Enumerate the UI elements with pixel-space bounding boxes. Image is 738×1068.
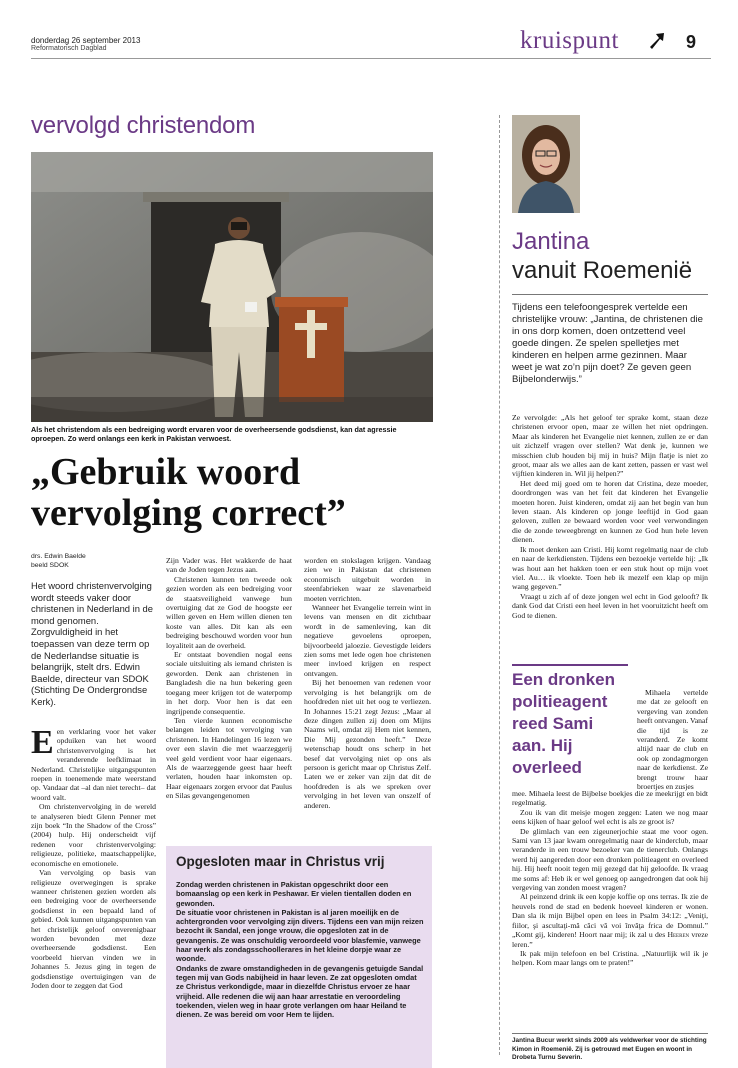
photo-caption: Als het christendom als een bedreiging wordt ervaren voor de overheersende godsdienst, kan dat agressie oproepen. Zo werd onlangs een kerk in Pakistan verwoest. bbox=[31, 425, 397, 444]
box-paragraph: Ondanks de zware omstandigheden in de gevangenis getuigde Sandal tegen mij van Gods nabijheid in haar leven. Ze zat opgesloten omdat ze Christus verkondigde, maar in diezelfde Christus ervoer ze haar vrijheid. Alle redenen die wij aan haar arrestatie en veroordeling toekenden, vielen weg in haar grote verlangen om haar Heiland te dienen. Ze was bereid om voor Hem te lijden. bbox=[176, 963, 424, 1020]
article-paragraph: Om christenvervolging in de wereld te analyseren biedt Glenn Penner met zijn boek “In the Shadow of the Cross” (2004) hulp. Hij onderscheidt vijf redenen voor christenvervolging: religieuze, politieke, maatschappelijke, economische en emotionele. bbox=[31, 802, 156, 868]
column-paragraph: Mihaela vertelde me dat ze gelooft en vergeving van zonden heeft ontvangen. Vanaf die tijd is ze veranderd. Ze komt altijd naar de club en ook op zondagmorgen naar de kerkdienst. Ze brengt trouw haar broertjes en zusjes bbox=[637, 688, 708, 792]
box-body bbox=[176, 880, 424, 1019]
column-body-2 bbox=[512, 789, 708, 968]
sidebar-box bbox=[166, 846, 432, 1068]
article-paragraph: Christenen kunnen ten tweede ook gezien worden als een bedreiging voor de staatsveiligheid vanwege hun overtuiging dat ze God de hoogste eer willen geven en Hem willen dienen ten koste van alles. Dit kan als een bedreiging beschouwd worden voor hun loyaliteit aan de overheid. bbox=[166, 574, 292, 650]
article-headline bbox=[31, 452, 433, 534]
column-rule bbox=[512, 294, 708, 295]
box-paragraph: De situatie voor christenen in Pakistan is al jaren moeilijk en de achtergronden voor vervolging zijn divers. Tijdens een van mijn reizen bezocht ik Sandal, een jonge vrouw, die opgesloten zat in de gevangenis. Ze was onschuldig veroordeeld voor blasfemie, vanwege haar werk als zondagsschoollerares in het kleine dorpje waar ze woonde. bbox=[176, 907, 424, 964]
article-column-1 bbox=[31, 724, 156, 990]
article-intro: Het woord christenvervolging wordt steeds vaker door christenen in Nederland in de mond genomen. Zorgvuldigheid in het toepassen van deze term op de Nederlandse situatie is belangrijk, stelt drs. Edwin Baelde, directeur van SDOK (Stichting De Ondergrondse Kerk). bbox=[31, 580, 153, 707]
arrow-logo-icon bbox=[647, 30, 667, 50]
newspaper-name: Reformatorisch Dagblad bbox=[31, 45, 107, 52]
bio-rule bbox=[512, 1033, 708, 1034]
headline-line-1: „Gebruik woord bbox=[31, 451, 301, 493]
column-location: vanuit Roemenië bbox=[512, 257, 693, 284]
column-intro: Tijdens een telefoongesprek vertelde een christelijke vrouw: „Jantina, de christenen die in ons dorp komen, doen ontzettend veel goede dingen. Ze spelen spelletjes met kinderen en helpen arme gezinnen. Maar weet je wat zo’n pijn doet? Ze geven geen Bijbelonderwijs.” bbox=[512, 302, 703, 385]
column-author-name: Jantina bbox=[512, 228, 590, 255]
article-paragraph: Zijn Vader was. Het wakkerde de haat van de Joden tegen Jezus aan. bbox=[166, 556, 292, 575]
column-paragraph: Al peinzend drink ik een kopje koffie op ons terras. Ik zie de heuvels rond de stad en bedenk hoeveel kinderen er wonen. Dan sla ik mijn Bijbel open en lees in Psalm 34:12: „Veniţi, fiilor, şi ascultaţi-mă căci vă voi învăţa frica de Domnul.” „Komt gij, kinderen! Hoort naar mij; ik zal u des Heeren vreze leren.” bbox=[512, 892, 709, 949]
author-bio: Jantina Bucur werkt sinds 2009 als veldwerker voor de stichting Kimon in Roemenië. Zij is getrouwd met Eugen en woont in Drobeta Turnu Severin. bbox=[512, 1037, 707, 1062]
column-side-text bbox=[637, 688, 708, 791]
section-title: kruispunt bbox=[520, 27, 619, 54]
box-title: Opgesloten maar in Christus vrij bbox=[176, 854, 385, 869]
column-paragraph: Ze vervolgde: „Als het geloof ter sprake komt, staan deze christenen ervoor open, maar ze willen het niet opdringen. Maar als kinderen het Evangelie niet kennen, zullen ze er dan uit zichzelf vragen over stellen? Wat denk je, kunnen we misschien club houden bij mij in huis? Mijn flatje is niet zo groot, maar als we alles aan de kant zetten, passen er vast wel vijftien kinderen in. Wil jij helpen?” bbox=[512, 413, 708, 479]
column-paragraph: Ik moet denken aan Cristi. Hij komt regelmatig naar de club en naar de kerkdiensten. Tijdens een bezoekje vertelde hij: „Ik was hout aan het hakken toen er een stuk hout op mijn voet viel. Au… ik vloekte. Toen heb ik mezelf een klap op mijn wang gegeven.” bbox=[512, 544, 708, 592]
article-column-3 bbox=[304, 556, 431, 810]
article-paragraph: Van vervolging op basis van religieuze overwegingen is sprake wanneer christenen gezien worden als een bedreiging voor de overheersende godsdienst in een bepaald land of gebied. Ook kunnen uitgangspunten van het christelijk geloof onverenigbaar worden bevonden met deze overheersende godsdienst. Een voorbeeld hiervan vinden we in Johannes 5. Jezus ging in tegen de godsdienstige overtuigingen van de Joden door te zeggen dat God bbox=[31, 868, 156, 990]
column-paragraph: mee. Mihaela leest de Bijbelse boekjes die ze meekrijgt en bidt regelmatig. bbox=[512, 789, 708, 808]
article-photo bbox=[31, 152, 433, 422]
author-portrait bbox=[512, 115, 580, 213]
byline-author: drs. Edwin Baelde bbox=[31, 553, 86, 560]
column-body-1 bbox=[512, 413, 708, 620]
byline bbox=[31, 552, 86, 570]
headline-line-2: vervolging correct” bbox=[31, 492, 346, 534]
article-column-2 bbox=[166, 556, 292, 801]
column-divider bbox=[499, 115, 500, 1055]
byline-photo-credit: beeld SDOK bbox=[31, 562, 69, 569]
pullquote: Een dronken politieagent reed Sami aan. Hij overleed bbox=[512, 670, 615, 777]
article-paragraph: Ten vierde kunnen economische belangen leiden tot vervolging van christenen. In Handelingen 16 lezen we over een slavin die met waarzeggerij veel geld verdient voor haar eigenaars. Als de waarzeggende geest haar heeft verlaten, houden haar inkomsten op. Haar eigenaars zorgen ervoor dat Paulus en Silas gevangengenomen bbox=[166, 715, 292, 801]
column-paragraph: Ik pak mijn telefoon en bel Cristina. „Natuurlijk wil ik je helpen. Kom maar langs om te praten!” bbox=[512, 948, 708, 968]
box-paragraph: Zondag werden christenen in Pakistan opgeschrikt door een bomaanslag op een kerk in Peshawar. Er vielen tientallen doden en gewonden. bbox=[176, 880, 412, 908]
page-number: 9 bbox=[686, 32, 697, 52]
article-paragraph: Een verklaring voor het vaker opduiken van het woord christenvervolging is het veranderende leefklimaat in Nederland. Christelijke uitgangspunten roepen in toenemende mate weerstand op. Vandaar dat –al dan niet terecht– dat woord valt. bbox=[31, 724, 156, 802]
drop-cap: E bbox=[31, 724, 54, 761]
issue-date: donderdag 26 september 2013 bbox=[31, 36, 141, 45]
article-paragraph: Wanneer het Evangelie terrein wint in levens van mensen en dit zichtbaar wordt in de samenleving, kan dit negatieve gevoelens oproepen, bijvoorbeeld jaloezie. Gevestigde leiders zien soms met lede ogen hoe christenen meer invloed krijgen en respect ontvangen. bbox=[304, 603, 431, 678]
column-paragraph: Zou ik van dit meisje mogen zeggen: Laten we nog maar eens kijken of haar geloof wel echt is als ze groot is? bbox=[512, 807, 708, 827]
article-paragraph: Bij het benoemen van redenen voor vervolging is het belangrijk om de hoofdreden niet uit het oog te verliezen. In Johannes 15:21 zegt Jezus: „Maar al deze dingen zullen zij doen om Mijns Naams wil, omdat zij Hem niet kennen, Die Mij gezonden heeft.” Deze wetenschap houdt ons scherp in het besef dat vervolging niet op ons als persoon is gericht maar op Christus Zelf. Laten we er zeker van zijn dat dit de hoofdreden is als we spreken over vervolging in het leven van onszelf of anderen. bbox=[304, 678, 431, 810]
article-paragraph: Er ontstaat bovendien nogal eens sociale uitsluiting als iemand christen is geworden. Denk aan christenen in Bangladesh die na hun bekering geen toegang meer krijgen tot de waterpomp in het dorp. Voor hen is dat een ingrijpende consequentie. bbox=[166, 650, 292, 716]
header-rule bbox=[31, 58, 711, 59]
article-paragraph: worden en stokslagen krijgen. Vandaag zien we in Pakistan dat christenen economisch uitgebuit worden in steenfabrieken waar ze slavenarbeid moeten verrichten. bbox=[304, 556, 431, 603]
pullquote-rule bbox=[512, 664, 628, 666]
column-paragraph: De glimlach van een zigeunerjochie staat me voor ogen. Sami van 13 jaar kwam onregelmatig naar de kinderclub, maar veranderde in een trouw bezoeker van de tienerclub. Onlangs werd hij aangereden door een dronken politieagent en overleed hij. Hij heeft nooit tegen mij gezegd dat hij geloofde. Ik vraag me soms af: Heb ik er wel genoeg op aangedrongen dat ook hij vergeving van zonden moest vragen? bbox=[512, 826, 708, 893]
article-kicker: vervolgd christendom bbox=[31, 112, 256, 139]
column-paragraph: Het deed mij goed om te horen dat Cristina, deze moeder, doordrongen was van het feit dat kinderen het Evangelie moeten horen. Juist kinderen, omdat zij aan het begin van hun leven staan. Als kinderen op jonge leeftijd in God gaan geloven, zullen ze bewaard worden voor veel verwondingen die de zonde teweegbrengt en kunnen ze God hun hele leven dienen. bbox=[512, 478, 708, 545]
column-paragraph: Vraagt u zich af of deze jongen wel echt in God gelooft? Ik dank God dat Cristi een heel leven in het vooruitzicht heeft om God te dienen. bbox=[512, 591, 708, 620]
